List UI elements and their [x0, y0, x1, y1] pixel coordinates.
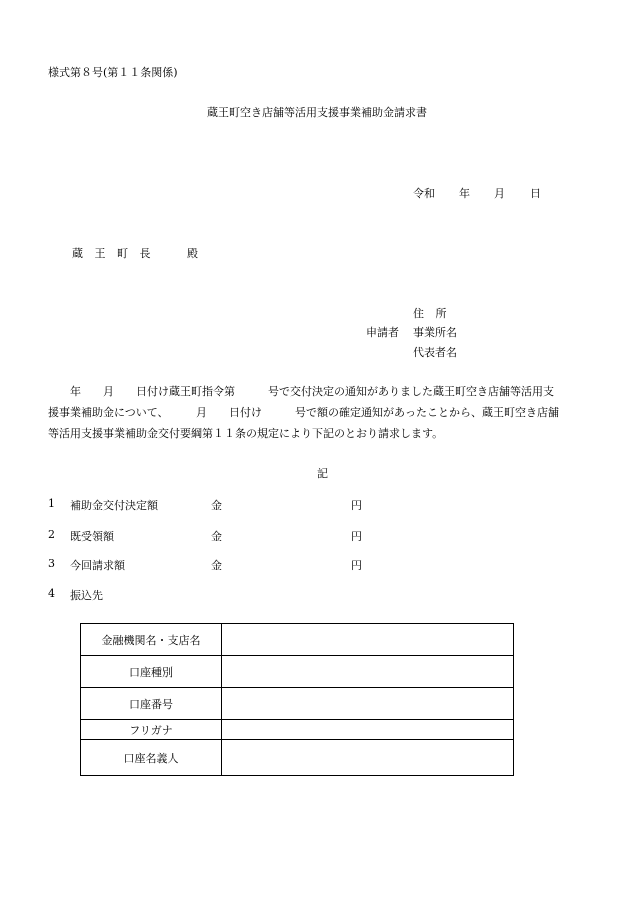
bank-transfer-table: [80, 623, 514, 776]
item-yen: 円: [351, 499, 362, 512]
item-number: 3: [48, 557, 55, 570]
item-row: [48, 587, 448, 601]
item-yen: 円: [351, 559, 362, 572]
document-title: 蔵王町空き店舗等活用支援事業補助金請求書: [207, 106, 427, 119]
item-label: 既受領額: [70, 530, 114, 543]
applicant-business-name-label: 事業所名: [413, 326, 457, 339]
addressee-recipient: 蔵 王 町 長: [72, 247, 155, 260]
account-type-field[interactable]: [222, 656, 514, 688]
addressee-honorific: 殿: [187, 247, 198, 260]
item-number: 2: [48, 528, 55, 541]
date-day: 日: [530, 187, 541, 200]
date-year: 年: [459, 187, 470, 200]
paragraph-line: 援事業補助金について、 月 日付け 号で額の確定通知があったことから、蔵王町空き店舗: [48, 406, 559, 419]
table-row: [81, 656, 514, 688]
item-number: 1: [48, 497, 55, 510]
item-row: [48, 557, 448, 571]
item-kin: 金: [211, 559, 222, 572]
item-label: 今回請求額: [70, 559, 125, 572]
furigana-field[interactable]: [222, 720, 514, 740]
item-kin: 金: [211, 499, 222, 512]
item-kin: 金: [211, 530, 222, 543]
furigana-label: フリガナ: [81, 720, 222, 740]
account-type-label: 口座種別: [81, 656, 222, 688]
applicant-role-label: 申請者: [366, 326, 399, 339]
table-row: [81, 720, 514, 740]
item-label: 振込先: [70, 589, 103, 602]
table-row: [81, 688, 514, 720]
account-number-label: 口座番号: [81, 688, 222, 720]
ki-heading: 記: [317, 467, 328, 480]
date-month: 月: [494, 187, 505, 200]
account-number-field[interactable]: [222, 688, 514, 720]
table-row: [81, 740, 514, 776]
paragraph-line: 年 月 日付け蔵王町指令第 号で交付決定の通知がありました蔵王町空き店舗等活用支: [48, 385, 554, 398]
item-row: [48, 497, 448, 511]
item-yen: 円: [351, 530, 362, 543]
item-number: 4: [48, 587, 55, 600]
request-paragraph: [48, 381, 588, 444]
account-holder-field[interactable]: [222, 740, 514, 776]
date-era: 令和: [413, 187, 435, 200]
account-holder-label: 口座名義人: [81, 740, 222, 776]
applicant-representative-label: 代表者名: [413, 346, 457, 359]
bank-name-field[interactable]: [222, 624, 514, 656]
bank-name-label: 金融機関名・支店名: [81, 624, 222, 656]
item-row: [48, 528, 448, 542]
item-label: 補助金交付決定額: [70, 499, 158, 512]
paragraph-line: 等活用支援事業補助金交付要綱第１１条の規定により下記のとおり請求します。: [48, 427, 444, 440]
table-row: [81, 624, 514, 656]
form-number: 様式第８号(第１１条関係): [48, 66, 178, 79]
applicant-address-label: 住 所: [413, 307, 451, 320]
